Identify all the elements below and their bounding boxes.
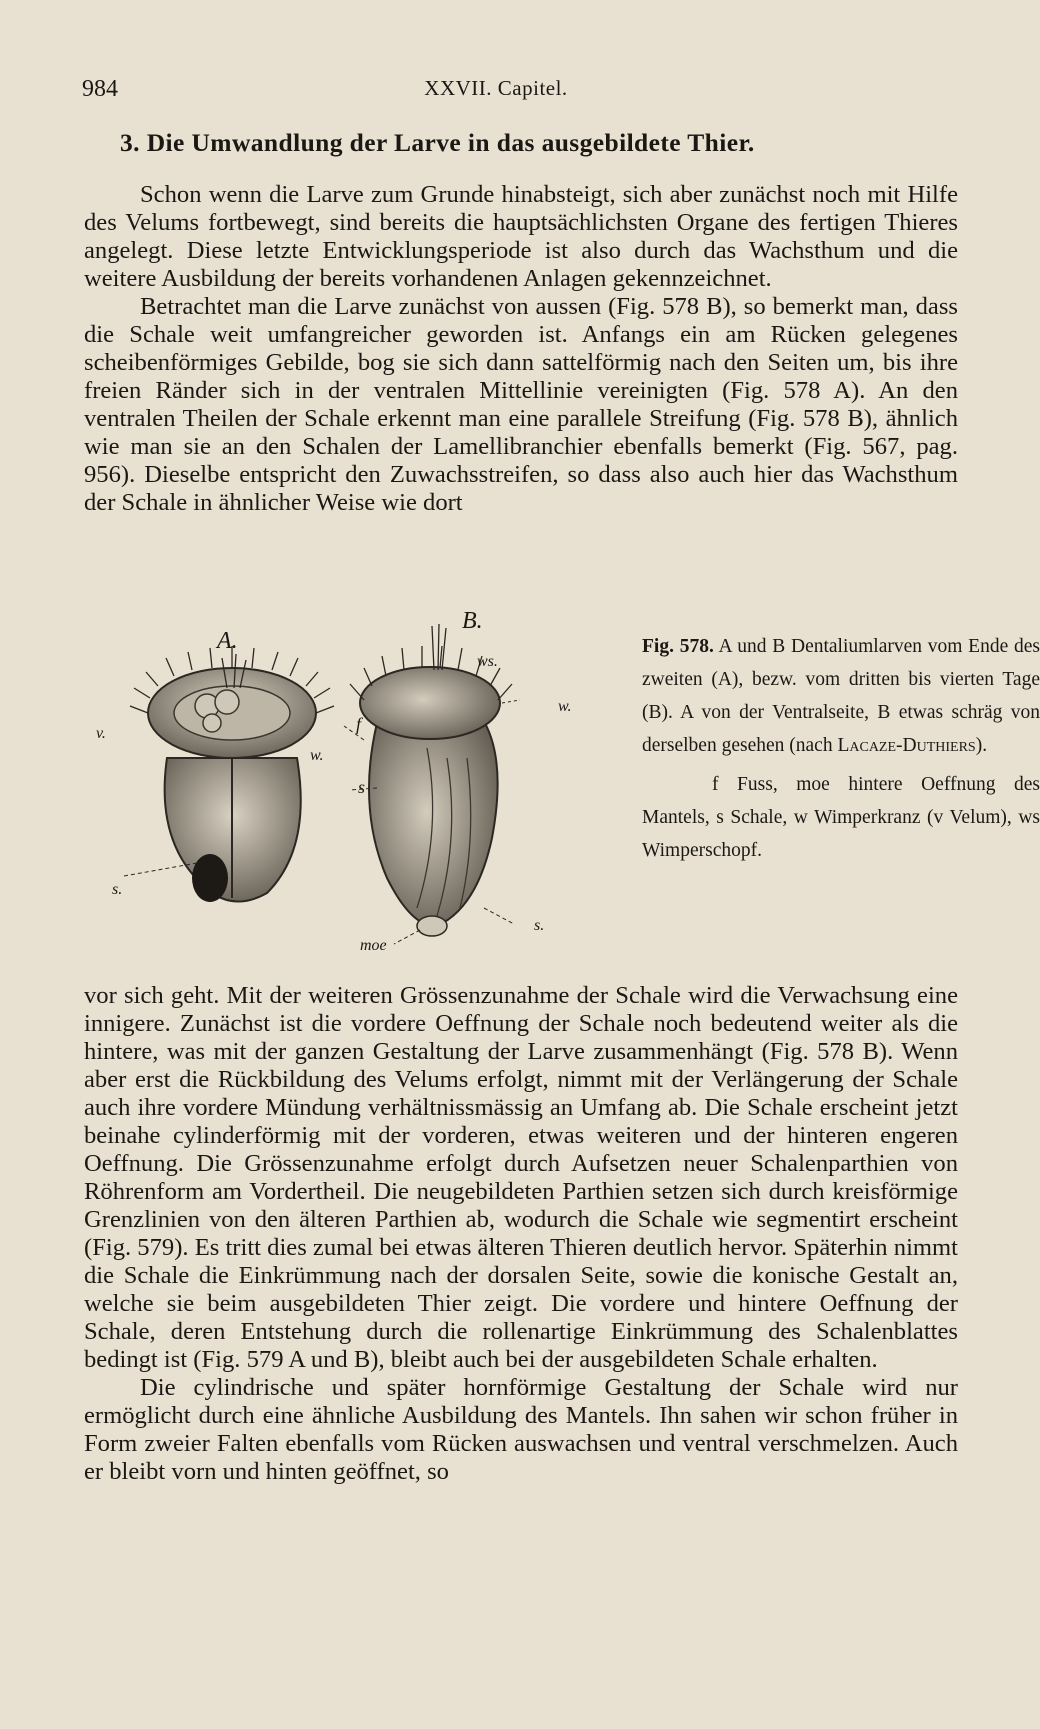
running-head — [82, 76, 910, 110]
label-a: A. — [217, 628, 238, 654]
text-block-after-figure — [84, 982, 958, 1486]
running-title: XXVII. Capitel. — [424, 76, 568, 100]
paragraph: vor sich geht. Mit der weiteren Grössenzunahme der Schale wird die Verwachsung eine innigere. Zunächst ist die vordere Oeffnung der Schale noch bedeutend weiter als die hintere, was mit der ganzen Gestaltung der Larve zusammenhängt (Fig. 578 B). Wenn aber erst die Rückbildung des Velums erfolgt, nimmt mit der Verlängerung der Schale auch ihre vordere Mündung verhältnissmässig an Umfang ab. Die Schale erscheint jetzt beinahe cylinderförmig mit der vorderen, etwas weiteren und der hinteren engeren Oeffnung. Die Grössenzunahme erfolgt durch Aufsetzen neuer Schalenparthien von Röhrenform am Vordertheil. Die neugebildeten Parthien setzen sich durch kreisförmige Grenzlinien von den älteren Parthien ab, wodurch die Schale wie segmentirt erscheint (Fig. 579). Es tritt dies zumal bei etwas älteren Thieren deutlich hervor. Späterhin nimmt die Schale die Einkrümmung nach der dorsalen Seite, sowie die konische Gestalt an, welche sie beim ausgebildeten Thier zeigt. Die vordere und hintere Oeffnung der Schale, deren Entstehung durch die rollenartige Einkrümmung des Schalenblattes bedingt ist (Fig. 579 A und B), bleibt auch bei der ausgebildeten Schale erhalten. — [84, 982, 958, 1373]
figure-legend: f Fuss, moe hintere Oeffnung des Mantels, s Schale, w Wimperkranz (v Velum), ws Wimperschopf. — [642, 774, 1040, 861]
figure-number: Fig. 578. — [642, 636, 714, 657]
label-w-a: w. — [310, 747, 324, 764]
larva-b-drawing — [344, 624, 520, 944]
larva-a-drawing — [124, 646, 334, 902]
section-heading: 3. Die Umwandlung der Larve in das ausgebildete Thier. — [120, 128, 755, 157]
paragraph: Betrachtet man die Larve zunächst von aussen (Fig. 578 B), so bemerkt man, dass die Schale weit umfangreicher geworden ist. Anfangs ein am Rücken gelegenes scheibenförmiges Gebilde, bog sie sich dann sattelförmig nach den Seiten um, bis ihre freien Ränder sich in der ventralen Mittellinie vereinigten (Fig. 578 A). An den ventralen Theilen der Schale erkennt man eine parallele Streifung (Fig. 578 B), ähnlich wie man sie an den Schalen der Lamellibranchier ebenfalls bemerkt (Fig. 567, pag. 956). Dieselbe entspricht den Zuwachsstreifen, so dass also auch hier das Wachsthum der Schale in ähnlicher Weise wie dort — [84, 293, 958, 516]
label-s-b-right: s. — [534, 917, 545, 934]
label-s-a: s. — [112, 881, 123, 898]
label-f: f — [356, 714, 362, 734]
caption-author: Lacaze-Duthiers — [837, 735, 976, 756]
text-block-before-figure — [84, 181, 958, 517]
page-number: 984 — [82, 76, 118, 102]
figure-caption — [642, 630, 1040, 867]
paragraph: Schon wenn die Larve zum Grunde hinabsteigt, sich aber zunächst noch mit Hilfe des Velums fortbewegt, sind bereits die hauptsächlichsten Organe des fertigen Thieres angelegt. Diese letzte Entwicklungsperiode ist also durch das Wachsthum und die weitere Ausbildung der bereits vorhandenen Anlagen gekennzeichnet. — [84, 181, 958, 292]
label-s-b-left: s — [358, 777, 366, 797]
label-b: B. — [462, 608, 483, 634]
caption-text: A und B Dentaliumlarven vom Ende des zweiten (A), bezw. vom dritten bis vierten Tage (B). A von der Ventralseite, B etwas schräg von derselben gesehen (nach — [642, 636, 1040, 756]
caption-closing: ). — [975, 735, 988, 756]
figure-578 — [82, 608, 1040, 968]
dentalium-larvae-illustration — [82, 608, 602, 968]
label-ws: ws. — [477, 653, 498, 670]
label-w-b: w. — [558, 698, 572, 715]
label-moe: moe — [360, 937, 387, 954]
paragraph: Die cylindrische und später hornförmige Gestaltung der Schale wird nur ermöglicht durch eine ähnliche Ausbildung des Mantels. Ihn sahen wir schon früher in Form zweier Falten ebenfalls vom Rücken auswachsen und ventral verschmelzen. Auch er bleibt vorn und hinten geöffnet, so — [84, 1374, 958, 1485]
label-v: v. — [96, 725, 106, 742]
